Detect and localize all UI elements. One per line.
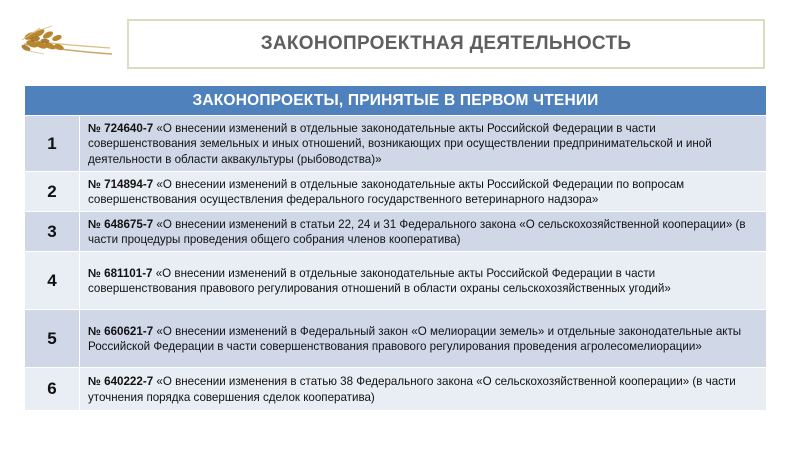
table-row — [25, 251, 766, 309]
table-header — [25, 86, 766, 115]
row-number: 4 — [25, 252, 80, 309]
table-header-label: ЗАКОНОПРОЕКТЫ, ПРИНЯТЫЕ В ПЕРВОМ ЧТЕНИИ — [192, 91, 599, 109]
bill-number: № 640222-7 — [88, 375, 154, 388]
bill-title: «О внесении изменений в отдельные законодательные акты Российской Федерации в части совершенствования правового регулирования отношений в области охраны сельскохозяйственных угодий» — [88, 266, 671, 295]
row-number: 5 — [25, 310, 80, 367]
bill-description — [80, 368, 766, 410]
row-number: 3 — [25, 212, 80, 251]
table-row — [25, 367, 766, 410]
bill-title: «О внесении изменений в статьи 22, 24 и 31 Федерального закона «О сельскохозяйственной кооперации» (в части процедуры проведения общего собрания членов кооператива) — [88, 217, 746, 246]
bill-number: № 724640-7 — [88, 121, 154, 135]
slide-title-box — [127, 19, 765, 69]
bill-number: № 681101-7 — [88, 266, 153, 280]
bills-table — [25, 86, 766, 410]
bill-number: № 648675-7 — [88, 217, 154, 231]
bill-description — [80, 212, 766, 251]
bill-title: «О внесении изменений в Федеральный закон «О мелиорации земель» и отдельные законодательные акты Российской Федерации в части совершенствования правового регулирования проведения агролесомелиорации» — [88, 324, 742, 353]
slide-title: ЗАКОНОПРОЕКТНАЯ ДЕЯТЕЛЬНОСТЬ — [260, 33, 632, 54]
bill-title: «О внесении изменения в статью 38 Федерального закона «О сельскохозяйственной кооперации» (в части уточнения порядка совершения сделок кооператива) — [88, 375, 736, 404]
bill-number: № 660621-7 — [88, 324, 154, 338]
bill-title: «О внесении изменений в отдельные законодательные акты Российской Федерации по вопросам совершенствования осуществления федерального государственного ветеринарного надзора» — [88, 177, 685, 206]
bill-title: «О внесении изменений в отдельные законодательные акты Российской Федерации в части совершенствования земельных и иных отношений, возникающих при осуществлении предпринимательской и иной деятельности в области аквакультуры (рыбоводства)» — [88, 121, 712, 166]
wheat-ears-icon — [20, 14, 116, 62]
table-row — [25, 309, 766, 367]
table-row — [25, 171, 766, 211]
row-number: 2 — [25, 172, 80, 211]
bill-description — [80, 116, 766, 171]
bill-description — [80, 310, 766, 367]
row-number: 6 — [25, 368, 80, 410]
bill-description — [80, 172, 766, 211]
table-row — [25, 211, 766, 251]
table-row — [25, 115, 766, 171]
bill-description — [80, 252, 766, 309]
bill-number: № 714894-7 — [88, 177, 154, 191]
row-number: 1 — [25, 116, 80, 171]
